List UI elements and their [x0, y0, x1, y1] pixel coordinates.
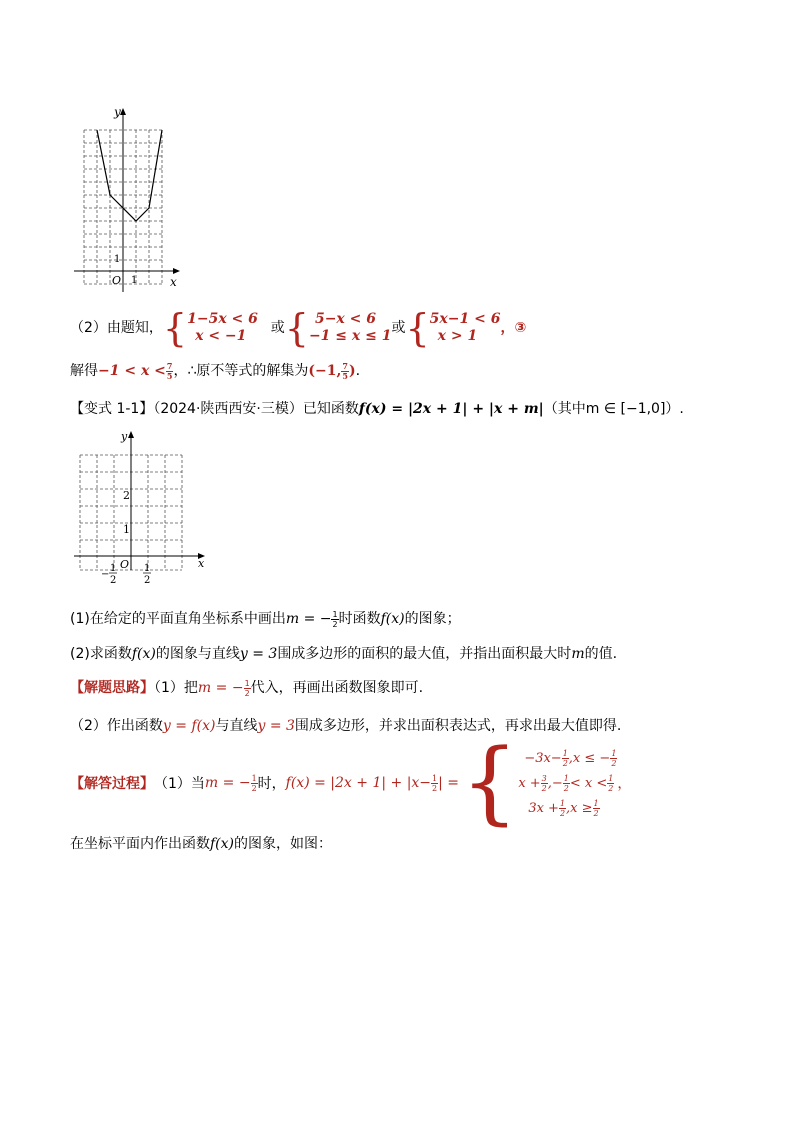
graph-2-tick-xn-n: 1: [110, 563, 117, 574]
or-1: 或: [270, 320, 285, 336]
hint2-y: y = 3: [257, 718, 295, 734]
q1-f: f(x): [380, 611, 405, 627]
hint-m: m = −: [197, 680, 244, 696]
final-f: f(x): [210, 836, 235, 852]
q1-a: (1)在给定的平面直角坐标系中画出: [70, 611, 286, 627]
case-3: 3x + $\frac{1}{2}$ ,x ≥ $\frac{1}{2}$: [528, 798, 599, 818]
proc-b: 时，: [257, 776, 286, 792]
solution-interval-frac-d: 5: [342, 370, 348, 381]
final-line: [70, 833, 332, 853]
q1-c: 的图象；: [404, 611, 461, 627]
q1-b: 时函数: [338, 611, 381, 627]
graph-1-x-label: x: [170, 275, 177, 289]
q1-m: m = −: [285, 611, 332, 627]
q2-d: 的值.: [584, 646, 618, 662]
solution-line: [70, 360, 360, 381]
solution-text2: ，∴原不等式的解集为: [173, 363, 309, 379]
graph-1-tick-y: 1: [114, 254, 121, 265]
proc-comma: ，: [617, 776, 632, 792]
proc-m: m = −: [204, 775, 251, 791]
q2-f: f(x): [131, 646, 156, 662]
sys1-line1: 1−5x < 6: [187, 311, 258, 327]
proc-n: 1: [251, 773, 257, 783]
hint2-f: y = f(x): [162, 718, 216, 734]
part2-tail: ，③: [500, 320, 527, 336]
hint-line-1: [70, 677, 423, 698]
q2-c: 围成多边形的面积的最大值，并指出面积最大时: [277, 646, 572, 662]
solution-interval-left: (−1,: [308, 363, 342, 379]
case-2: x + $\frac{3}{2}$ ,− $\frac{1}{2}$ < x < $\frac{1}{2}$: [518, 773, 614, 793]
graph-2-tick-xp-d: 2: [144, 575, 151, 586]
proc-a: （1）当: [154, 776, 205, 792]
graph-2-tick-y1: 1: [123, 523, 130, 536]
variant-source: （2024·陕西西安·三模）已知函数: [153, 401, 359, 417]
proc-expr: f(x) = |2x + 1| + |x−: [285, 775, 432, 791]
part2-prefix: （2）由题知，: [70, 320, 163, 336]
hint-n: 1: [244, 678, 250, 688]
hint2-c: 围成多边形，并求出面积表达式，再求出最大值即得.: [294, 718, 622, 734]
graph-2-tick-y2: 2: [123, 489, 130, 502]
solution-text1: 解得: [70, 363, 98, 379]
question-2: [70, 643, 617, 663]
graph-2: [70, 425, 220, 590]
sys1-line2: x < −1: [195, 328, 247, 344]
variant-label: 【变式 1-1】: [70, 401, 154, 417]
hint-line-2: [70, 715, 621, 735]
solution-interval-right: ): [348, 363, 356, 379]
solution-ineq: −1 < x <: [98, 363, 166, 379]
graph-1-tick-x: 1: [131, 275, 138, 286]
q2-y: y = 3: [239, 646, 278, 662]
proc-expr-d: 2: [432, 783, 438, 793]
graph-1-origin: O: [112, 274, 122, 287]
variant-cond: （其中m ∈ [−1,0]）.: [543, 401, 684, 417]
q2-m: m: [571, 646, 585, 662]
graph-1-y-label: y: [114, 105, 121, 119]
graph-2-y-label: y: [121, 430, 128, 443]
proc-expr-end: | =: [438, 775, 460, 791]
q1-d: 2: [332, 619, 338, 629]
solution-frac-n: 7: [166, 360, 173, 371]
sys2-line1: 5−x < 6: [314, 311, 376, 327]
hint-b: 代入，再画出函数图象即可.: [250, 680, 424, 696]
variant-func: f(x) = |2x + 1| + |x + m|: [358, 401, 544, 417]
sys3-line2: x > 1: [437, 328, 478, 344]
graph-2-tick-xn-minus: −: [101, 569, 110, 580]
process-line: 【解答过程】 （1）当 m = − $\frac{1}{2}$ 时， f(x) = |2x + 1| + |x− $\frac{1}{2}$ | = { −3x− $\frac{1}{2}$ ,x ≤ − $\frac{1}{2}$ x + $\frac{3}{2}$ ,− $\frac{1}{2}$ < x < $\frac{1}{2}$ 3x + $\frac{1}{2}$ ,x ≥ $\frac{1}{2}$ ，: [70, 730, 632, 835]
proc-expr-n: 1: [432, 773, 438, 783]
part2-line: （2）由题知，{ 1−5x < 6 x < −1 或{ 5−x < 6 −1 ≤ x ≤ 1 或{ 5x−1 < 6 x > 1 ，③: [70, 306, 527, 350]
solution-frac-d: 5: [166, 370, 173, 381]
final-a: 在坐标平面内作出函数: [70, 836, 210, 852]
graph-2-tick-xp-n: 1: [144, 563, 151, 574]
graph-2-x-label: x: [198, 557, 205, 570]
q1-n: 1: [332, 609, 338, 619]
hint2-a: （2）作出函数: [70, 718, 163, 734]
hint-d: 2: [244, 688, 250, 698]
proc-d: 2: [251, 783, 257, 793]
graph-1-function-curve: [97, 130, 162, 221]
q2-b: 的图象与直线: [155, 646, 240, 662]
sys3-line1: 5x−1 < 6: [429, 311, 501, 327]
graph-2-tick-xn-d: 2: [110, 575, 117, 586]
proc-label: 【解答过程】: [70, 776, 154, 792]
q2-a: (2)求函数: [70, 646, 132, 662]
solution-interval-frac-n: 7: [342, 360, 348, 371]
sys2-line2: −1 ≤ x ≤ 1: [308, 328, 392, 344]
question-1: [70, 608, 461, 629]
graph-1: [70, 100, 190, 300]
hint-a: （1）把: [154, 680, 198, 696]
case-1: −3x− $\frac{1}{2}$ ,x ≤ − $\frac{1}{2}$: [524, 748, 617, 768]
hint-label: 【解题思路】: [70, 680, 154, 696]
variant-line: [70, 398, 684, 418]
solution-end: .: [355, 363, 361, 379]
hint2-b: 与直线: [215, 718, 258, 734]
graph-2-origin: O: [120, 558, 130, 571]
final-b: 的图象，如图：: [234, 836, 333, 852]
piecewise-cases: [518, 746, 617, 821]
or-2: 或: [391, 320, 406, 336]
